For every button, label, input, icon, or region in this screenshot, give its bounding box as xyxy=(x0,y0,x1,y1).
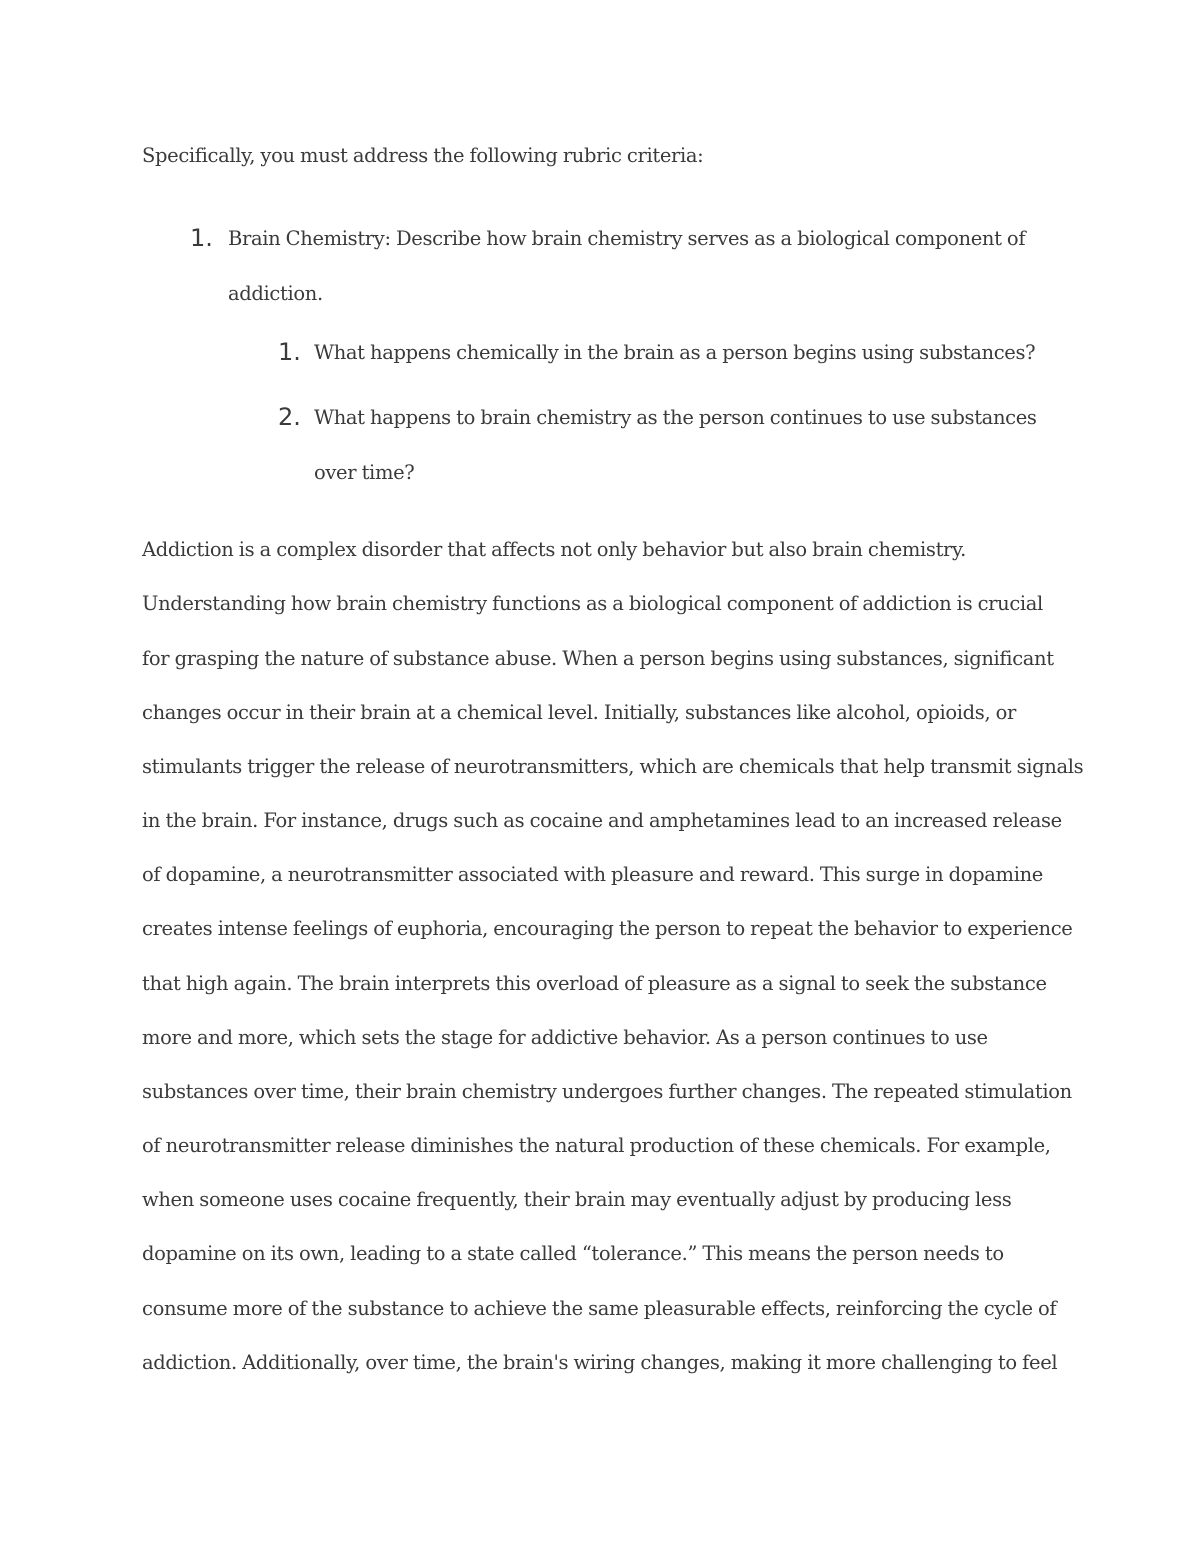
paragraph-line: stimulants trigger the release of neurotransmitters, which are chemicals that help transmit signals xyxy=(142,755,1084,778)
paragraph-line: creates intense feelings of euphoria, encouraging the person to repeat the behavior to experience xyxy=(142,917,1073,940)
paragraph-line: when someone uses cocaine frequently, their brain may eventually adjust by producing less xyxy=(142,1188,1012,1211)
sublist-number-2: 2. xyxy=(278,403,301,431)
sublist-item-2-line-2: over time? xyxy=(314,461,415,484)
paragraph-line: substances over time, their brain chemistry undergoes further changes. The repeated stimulation xyxy=(142,1080,1072,1103)
paragraph-line: dopamine on its own, leading to a state called “tolerance.” This means the person needs to xyxy=(142,1242,1004,1265)
paragraph-line: in the brain. For instance, drugs such as cocaine and amphetamines lead to an increased release xyxy=(142,809,1062,832)
list-item-1-line-1: Brain Chemistry: Describe how brain chemistry serves as a biological component of xyxy=(228,227,1026,250)
paragraph-line: addiction. Additionally, over time, the brain's wiring changes, making it more challenging to feel xyxy=(142,1351,1058,1374)
list-number-1: 1. xyxy=(190,224,213,252)
sublist-item-1-line-1: What happens chemically in the brain as a person begins using substances? xyxy=(314,341,1036,364)
paragraph-line: Understanding how brain chemistry functions as a biological component of addiction is crucial xyxy=(142,592,1043,615)
paragraph-line: changes occur in their brain at a chemical level. Initially, substances like alcohol, opioids, or xyxy=(142,701,1016,724)
paragraph-line: that high again. The brain interprets this overload of pleasure as a signal to seek the substance xyxy=(142,972,1047,995)
paragraph-line: consume more of the substance to achieve the same pleasurable effects, reinforcing the cycle of xyxy=(142,1297,1057,1320)
paragraph-line: for grasping the nature of substance abuse. When a person begins using substances, significant xyxy=(142,647,1054,670)
paragraph-line: more and more, which sets the stage for addictive behavior. As a person continues to use xyxy=(142,1026,988,1049)
sublist-number-1: 1. xyxy=(278,338,301,366)
paragraph-line: Addiction is a complex disorder that affects not only behavior but also brain chemistry. xyxy=(142,538,966,561)
paragraph-line: of neurotransmitter release diminishes the natural production of these chemicals. For example, xyxy=(142,1134,1051,1157)
paragraph-line: of dopamine, a neurotransmitter associated with pleasure and reward. This surge in dopamine xyxy=(142,863,1043,886)
list-item-1-line-2: addiction. xyxy=(228,282,323,305)
sublist-item-2-line-1: What happens to brain chemistry as the person continues to use substances xyxy=(314,406,1037,429)
intro-text: Specifically, you must address the following rubric criteria: xyxy=(142,144,704,167)
